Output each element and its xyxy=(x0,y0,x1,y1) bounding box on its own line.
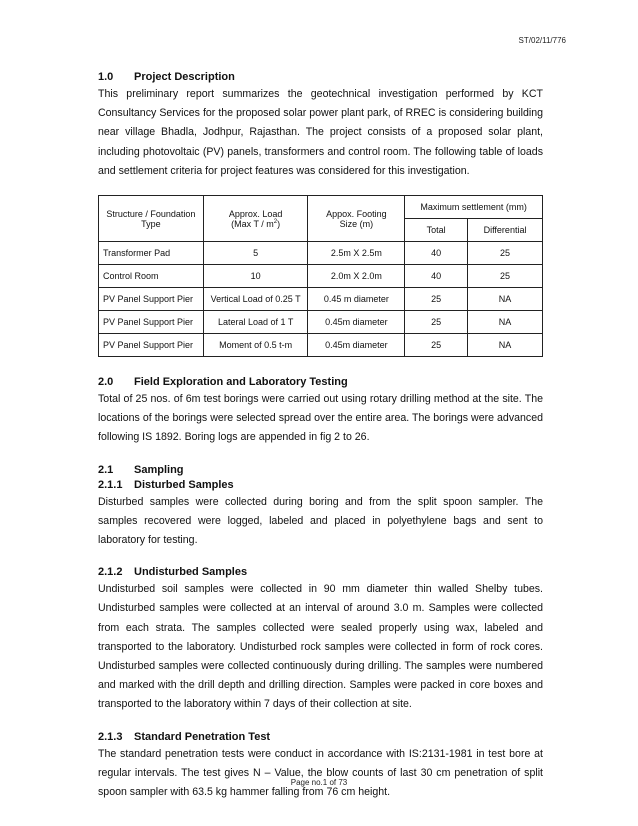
cell-structure: PV Panel Support Pier xyxy=(99,334,204,357)
section-title: Sampling xyxy=(134,463,184,476)
header-differential: Differential xyxy=(468,219,543,242)
page-number: Page no.1 of 73 xyxy=(290,778,348,787)
cell-total: 25 xyxy=(405,311,468,334)
section-heading-disturbed-samples xyxy=(98,478,543,493)
section-title: Field Exploration and Laboratory Testing xyxy=(134,376,348,389)
loads-settlement-table xyxy=(98,195,543,357)
header-total: Total xyxy=(405,219,468,242)
cell-differential: NA xyxy=(468,334,543,357)
document-reference: ST/02/11/776 xyxy=(518,36,566,45)
cell-structure: Transformer Pad xyxy=(99,242,204,265)
disturbed-samples-paragraph: Disturbed samples were collected during boring and from the split spoon sampler. The samples recovered were logged, labeled and placed in polyethylene bags and sent to laboratory for testing. xyxy=(98,495,543,547)
section-heading-undisturbed-samples xyxy=(98,565,543,580)
header-approx-load: Approx. Load (Max T / $m^2$) xyxy=(203,196,308,242)
cell-differential: 25 xyxy=(468,242,543,265)
cell-size: 0.45m diameter xyxy=(308,334,405,357)
cell-load: 5 xyxy=(203,242,308,265)
section-heading-project-description xyxy=(98,70,543,85)
undisturbed-samples-paragraph: Undisturbed soil samples were collected in 90 mm diameter thin walled Shelby tubes. Undisturbed samples were collected at an interval of around 3.0 m. Samples were collected from each strata. The samples collected were sealed properly using wax, labeled and transported to the laboratory. Undisturbed rock samples were collected in form of rock cores. Undisturbed samples were collected continuously during drilling. The samples were numbered and marked with the drill depth and drilling direction. Samples were packed in core boxes and transported to the laboratory within 7 days of their collection at site. xyxy=(98,583,543,711)
cell-total: 40 xyxy=(405,265,468,288)
cell-size: 2.5m X 2.5m xyxy=(308,242,405,265)
table-row xyxy=(99,334,543,357)
cell-load: Lateral Load of 1 T xyxy=(203,311,308,334)
table-row xyxy=(99,311,543,334)
table-row xyxy=(99,288,543,311)
section-number: 2.1.1 xyxy=(98,478,123,491)
cell-structure: Control Room xyxy=(99,265,204,288)
page-content xyxy=(98,70,543,802)
section-number: 2.0 xyxy=(98,376,114,389)
cell-total: 25 xyxy=(405,288,468,311)
cell-structure: PV Panel Support Pier xyxy=(99,288,204,311)
cell-load: Vertical Load of 0.25 T xyxy=(203,288,308,311)
cell-differential: 25 xyxy=(468,265,543,288)
table-row xyxy=(99,265,543,288)
cell-differential: NA xyxy=(468,311,543,334)
cell-size: 0.45m diameter xyxy=(308,311,405,334)
section-heading-field-exploration xyxy=(98,375,543,390)
cell-load: Moment of 0.5 t-m xyxy=(203,334,308,357)
section-heading-standard-penetration-test xyxy=(98,730,543,745)
cell-total: 40 xyxy=(405,242,468,265)
table-row xyxy=(99,242,543,265)
section-number: 2.1 xyxy=(98,463,114,476)
header-max-settlement: Maximum settlement (mm) xyxy=(405,196,543,219)
cell-differential: NA xyxy=(468,288,543,311)
section-heading-sampling xyxy=(98,463,543,478)
standard-penetration-test-paragraph: The standard penetration tests were conduct in accordance with IS:2131-1981 in test bore at regular intervals. The test gives N – Value, the blow counts of last 30 cm penetration of split spoon sampler with 63.5 kg hammer falling from 76 cm height. xyxy=(98,747,543,799)
section-number: 2.1.3 xyxy=(98,730,123,743)
section-number: 2.1.2 xyxy=(98,566,123,579)
section-title: Project Description xyxy=(134,71,235,83)
section-title: Disturbed Samples xyxy=(134,478,234,491)
cell-total: 25 xyxy=(405,334,468,357)
section-number: 1.0 xyxy=(98,71,114,83)
cell-size: 2.0m X 2.0m xyxy=(308,265,405,288)
header-footing-size: Appox. Footing Size (m) xyxy=(308,196,405,242)
header-structure-type: Structure / Foundation Type xyxy=(99,196,204,242)
section-title: Undisturbed Samples xyxy=(134,566,248,579)
cell-size: 0.45 m diameter xyxy=(308,288,405,311)
field-exploration-paragraph: Total of 25 nos. of 6m test borings were carried out using rotary drilling method at the site. The locations of the borings were selected spread over the entire area. The borings were advanced following IS 1892. Boring logs are appended in fig 2 to 26. xyxy=(98,393,543,444)
cell-structure: PV Panel Support Pier xyxy=(99,311,204,334)
table-header-row xyxy=(99,196,543,219)
section-title: Standard Penetration Test xyxy=(134,730,271,743)
project-description-paragraph: This preliminary report summarizes the geotechnical investigation performed by KCT Consultancy Services for the proposed solar power plant park, of RREC is considering building near village Bhadla, Jodhpur, Rajasthan. The project consists of a proposed solar plant, including photovoltaic (PV) panels, transformers and control room. The following table of loads and settlement criteria for project features was considered for this investigation. xyxy=(98,88,543,177)
cell-load: 10 xyxy=(203,265,308,288)
